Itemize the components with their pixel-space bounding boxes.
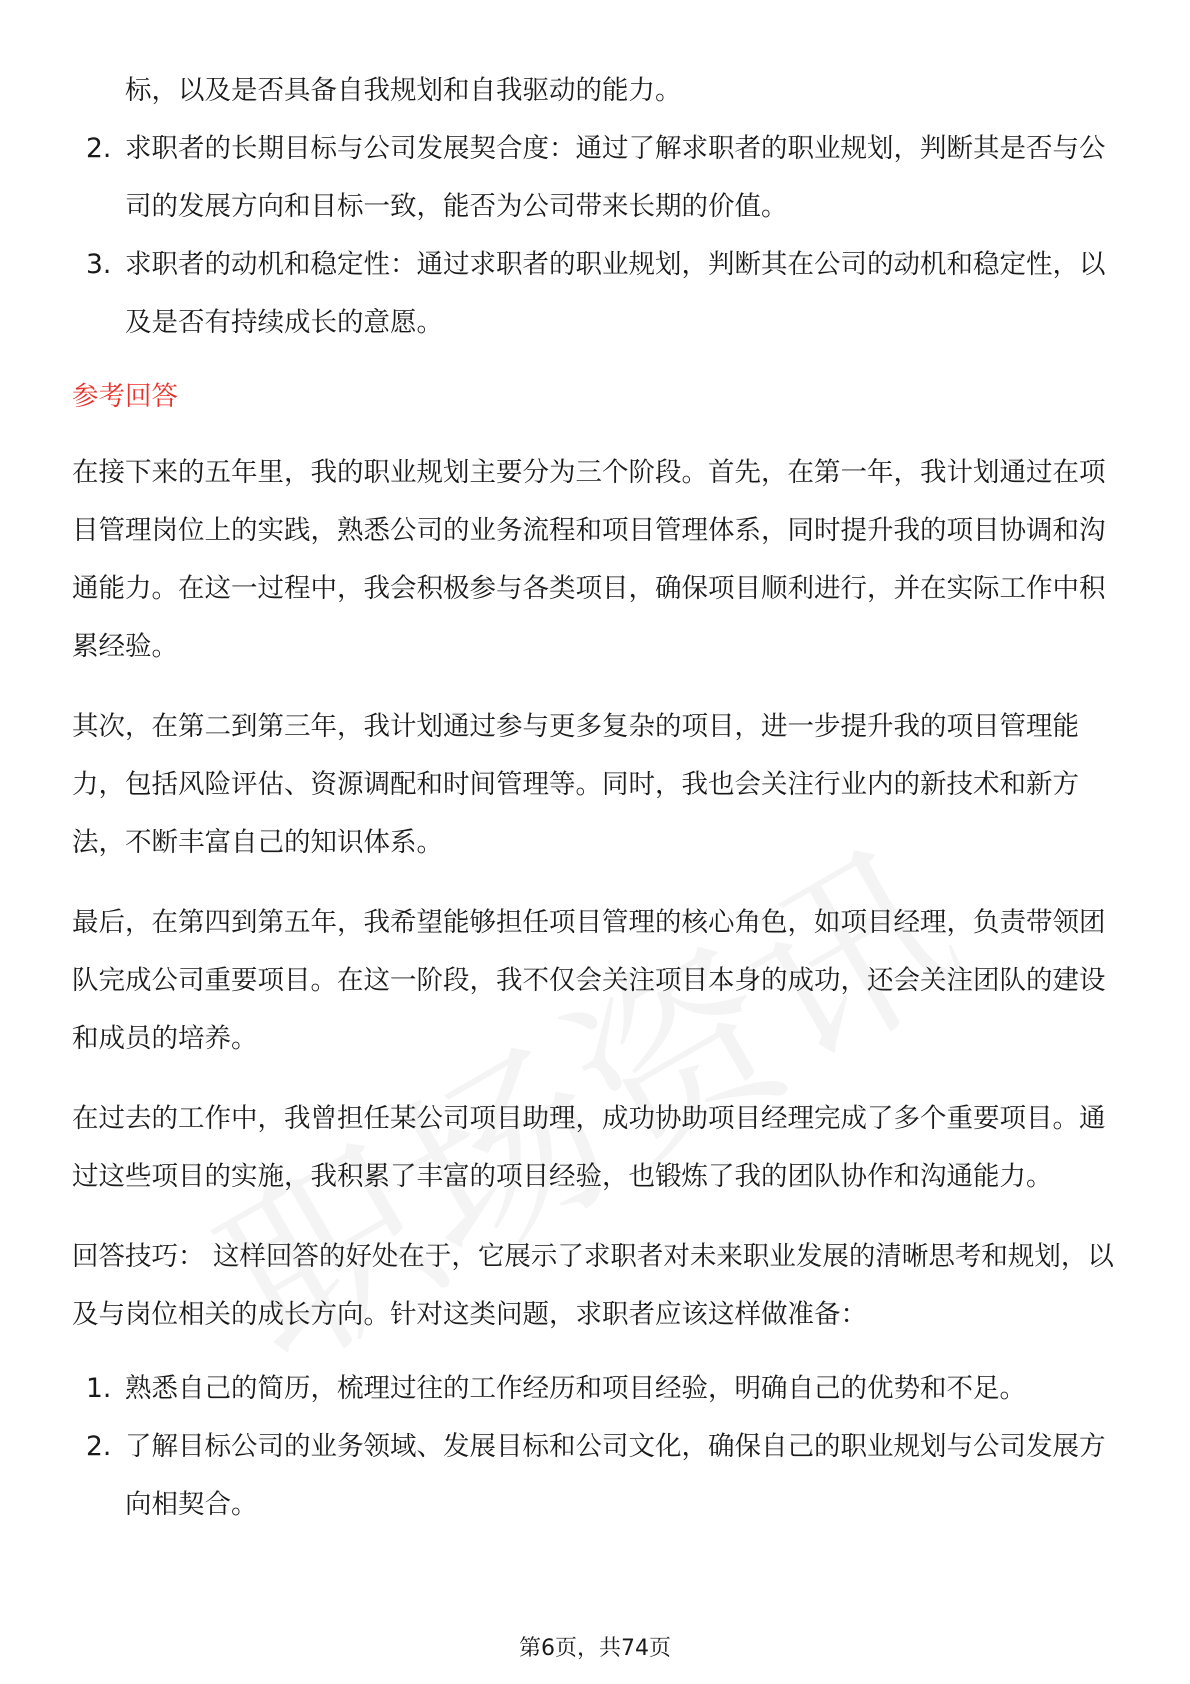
page-content	[72, 62, 1122, 1534]
list-item-text: 标，以及是否具备自我规划和自我驱动的能力。	[125, 75, 682, 106]
list-number: 1.	[86, 1373, 112, 1404]
list-item-text: 求职者的动机和稳定性：通过求职者的职业规划，判断其在公司的动机和稳定性，以及是否有持续成长的意愿。	[125, 249, 1106, 338]
list-item-text: 熟悉自己的简历，梳理过往的工作经历和项目经验，明确自己的优势和不足。	[125, 1373, 1026, 1404]
list-item	[72, 236, 1122, 352]
list-item	[72, 62, 1122, 120]
page-number: 第6页，共74页	[519, 1636, 671, 1661]
intro-list	[72, 62, 1122, 352]
answer-tips: 回答技巧： 这样回答的好处在于，它展示了求职者对未来职业发展的清晰思考和规划，以及与岗位相关的成长方向。针对这类问题，求职者应该这样做准备：	[72, 1241, 1114, 1330]
list-number: 2.	[86, 1431, 112, 1462]
answer-paragraph: 其次，在第二到第三年，我计划通过参与更多复杂的项目，进一步提升我的项目管理能力，包括风险评估、资源调配和时间管理等。同时，我也会关注行业内的新技术和新方法，不断丰富自己的知识体系。	[72, 711, 1079, 858]
list-item-text: 了解目标公司的业务领域、发展目标和公司文化，确保自己的职业规划与公司发展方向相契合。	[125, 1431, 1106, 1520]
section-heading: 参考回答	[72, 381, 178, 412]
list-item	[72, 1418, 1122, 1534]
answer-paragraph: 在过去的工作中，我曾担任某公司项目助理，成功协助项目经理完成了多个重要项目。通过这些项目的实施，我积累了丰富的项目经验，也锻炼了我的团队协作和沟通能力。	[72, 1103, 1106, 1192]
answer-paragraph: 在接下来的五年里，我的职业规划主要分为三个阶段。首先，在第一年，我计划通过在项目管理岗位上的实践，熟悉公司的业务流程和项目管理体系，同时提升我的项目协调和沟通能力。在这一过程中，我会积极参与各类项目，确保项目顺利进行，并在实际工作中积累经验。	[72, 457, 1106, 662]
list-number: 3.	[86, 249, 112, 280]
list-number: 2.	[86, 133, 112, 164]
list-item-text: 求职者的长期目标与公司发展契合度：通过了解求职者的职业规划，判断其是否与公司的发展方向和目标一致，能否为公司带来长期的价值。	[125, 133, 1106, 222]
answer-paragraph: 最后，在第四到第五年，我希望能够担任项目管理的核心角色，如项目经理，负责带领团队完成公司重要项目。在这一阶段，我不仅会关注项目本身的成功，还会关注团队的建设和成员的培养。	[72, 907, 1106, 1054]
prep-list	[72, 1360, 1122, 1534]
list-item	[72, 120, 1122, 236]
list-item	[72, 1360, 1122, 1418]
